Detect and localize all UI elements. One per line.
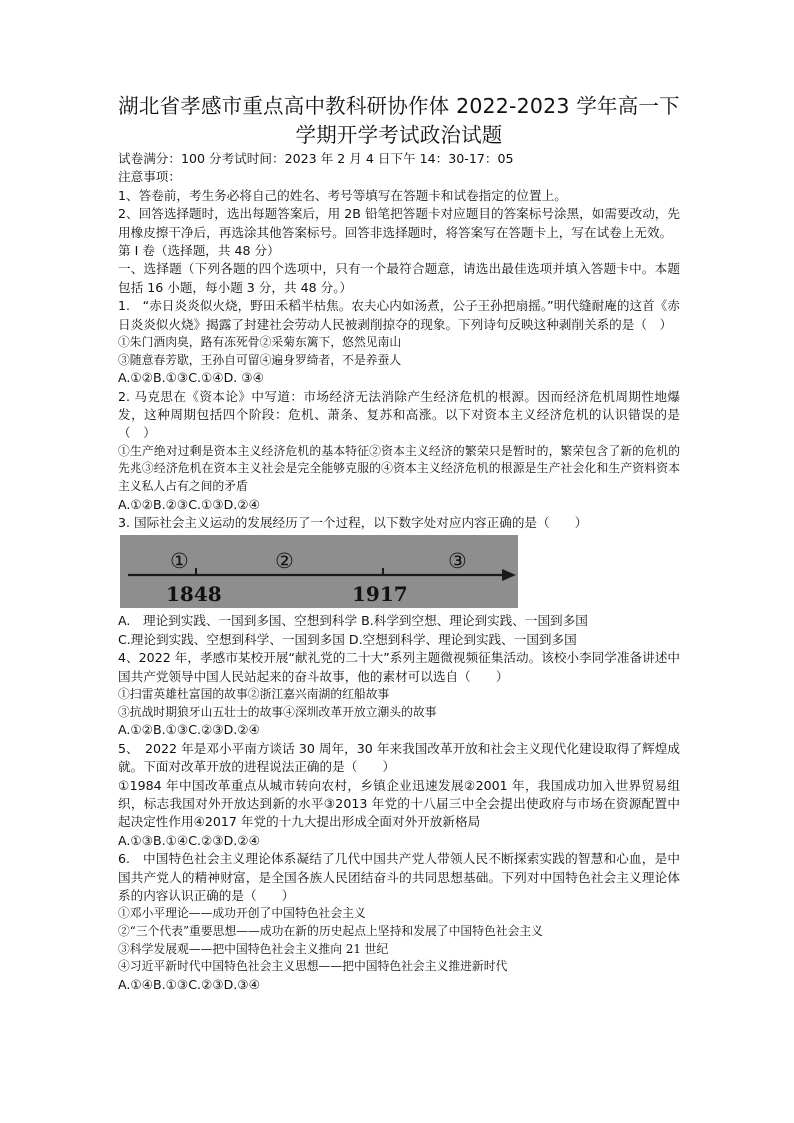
question-option: C.理论到实践、空想到科学、一国到多国 D.空想到科学、理论到实践、一国到多国	[118, 631, 577, 647]
timeline-figure	[120, 535, 518, 608]
question-option: ①邓小平理论——成功开创了中国特色社会主义	[118, 906, 366, 921]
question-1	[118, 297, 680, 387]
question-stem: 6. 中国特色社会主义理论体系凝结了几代中国共产党人带领人民不断探索实践的智慧和心血，是中国共产党人的精神财富，是全国各族人民团结奋斗的共同思想基础。下列对中国特色社会主义理论体系的内容认识正确的是（ ）	[118, 851, 680, 903]
question-option: ①朱门酒肉臭，路有冻死骨②采菊东篱下，悠然见南山	[118, 335, 402, 350]
timeline-svg	[120, 535, 518, 608]
exam-info: 试卷满分：100 分考试时间：2023 年 2 月 4 日下午 14：30-17：05	[118, 151, 514, 166]
notice-item: 2、回答选择题时，选出每题答案后，用 2B 铅笔把答题卡对应题目的答案标号涂黑，如需要改动，先用橡皮擦干净后，再选涂其他答案标号。回答非选择题时，将答案写在答题卡上，写在试卷上无效。	[118, 206, 680, 240]
question-option: ①1984 年中国改革重点从城市转向农村，乡镇企业迅速发展②2001 年，我国成功加入世界贸易组织，标志我国对外开放达到新的水平③2013 年党的十八届三中全会提出使政府与市场在资源配置中起决定性作用④2017 年党的十九大提出形成全面对外开放新格局	[118, 777, 680, 830]
timeline-mark-2: ②	[275, 549, 294, 574]
answer-choices: A.①③B.①④C.②③D.②④	[118, 832, 260, 848]
timeline-year-1917: 1917	[352, 582, 408, 607]
timeline-mark-1: ①	[170, 549, 189, 574]
question-option: ③科学发展观——把中国特色社会主义推向 21 世纪	[118, 941, 389, 956]
question-option: ①生产绝对过剩是资本主义经济危机的基本特征②资本主义经济的繁荣只是暂时的，繁荣包含了新的危机的先兆③经济危机在资本主义社会是完全能够克服的④资本主义经济危机的根源是生产社会化和生产资料资本主义私人占有之间的矛盾	[118, 443, 680, 494]
answer-choices: A.①②B.②③C.①③D.②④	[118, 496, 260, 512]
question-option: ③抗战时期狼牙山五壮士的故事④深圳改革开放立潮头的故事	[118, 704, 437, 719]
question-stem: 2. 马克思在《资本论》中写道：市场经济无法消除产生经济危机的根源。因而经济危机周期性地爆发，这种周期包括四个阶段：危机、萧条、复苏和高涨。以下对资本主义经济危机的认识错误的是（ ）	[118, 388, 680, 441]
notice-heading: 注意事项：	[118, 169, 181, 185]
question-4	[118, 649, 680, 739]
exam-title-line-1: 湖北省孝感市重点高中教科研协作体 2022-2023 学年高一下	[118, 94, 680, 118]
question-stem: 5、 2022 年是邓小平南方谈话 30 周年，30 年来我国改革开放和社会主义现代化建设取得了辉煌成就。下面对改革开放的进程说法正确的是（ ）	[118, 740, 680, 775]
exam-page	[118, 92, 680, 994]
timeline-mark-3: ③	[448, 549, 467, 574]
answer-choices: A.①②B.①③C.①④D. ③④	[118, 370, 264, 386]
question-option: ②“三个代表”重要思想——成功在新的历史起点上坚持和发展了中国特色社会主义	[118, 923, 543, 938]
answer-choices: A.①②B.①③C.②③D.②④	[118, 722, 260, 738]
question-stem: 3. 国际社会主义运动的发展经历了一个过程，以下数字处对应内容正确的是（ ）	[118, 515, 588, 531]
part-heading: 第 I 卷（选择题，共 48 分）	[118, 243, 280, 259]
section-instructions: 一、选择题（下列各题的四个选项中，只有一个最符合题意，请选出最佳选项并填入答题卡中。本题包括 16 小题，每小题 3 分，共 48 分。）	[118, 261, 680, 295]
question-2	[118, 388, 680, 514]
question-option: ④习近平新时代中国特色社会主义思想——把中国特色社会主义推进新时代	[118, 959, 508, 974]
timeline-year-1848: 1848	[166, 582, 222, 607]
question-3	[118, 514, 680, 649]
answer-choices: A.①④B.①③C.②③D.③④	[118, 976, 260, 992]
question-5	[118, 740, 680, 850]
notice-item: 1、答卷前，考生务必将自己的姓名、考号等填写在答题卡和试卷指定的位置上。	[118, 187, 567, 203]
question-6	[118, 850, 680, 994]
question-option: ①扫雷英雄杜富国的故事②浙江嘉兴南湖的红船故事	[118, 687, 390, 702]
exam-title-line-2: 学期开学考试政治试题	[295, 123, 503, 147]
question-stem: 4、2022 年，孝感市某校开展“献礼党的二十大”系列主题微视频征集活动。该校小李同学准备讲述中国共产党领导中国人民站起来的奋斗故事，他的素材可以选自（ ）	[118, 650, 680, 684]
timeline-arrowhead	[502, 569, 516, 581]
question-option: A. 理论到实践、一国到多国、空想到科学 B.科学到空想、理论到实践、一国到多国	[118, 613, 588, 629]
question-option: ③随意春芳歇，王孙自可留④遍身罗绮者，不是养蚕人	[118, 352, 402, 367]
question-stem: 1. “赤日炎炎似火烧，野田禾稻半枯焦。农夫心内如汤煮，公子王孙把扇摇。”明代缝耐庵的这首《赤日炎炎似火烧》揭露了封建社会劳动人民被剥削掠夺的现象。下列诗句反映这种剥削关系的是（ ）	[118, 298, 680, 332]
